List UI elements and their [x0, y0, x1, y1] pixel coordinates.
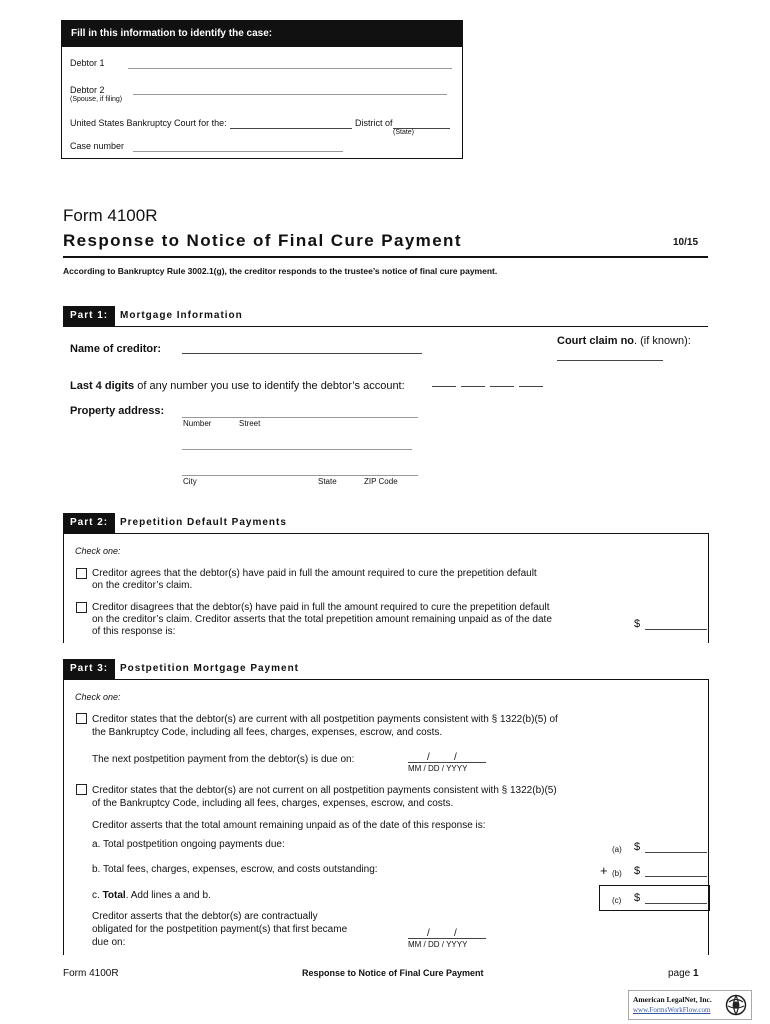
part3-option1-checkbox[interactable]	[76, 713, 87, 724]
logo-globe-icon	[725, 994, 747, 1016]
part2-check-one: Check one:	[75, 546, 121, 556]
date-slash-2: /	[454, 752, 457, 763]
footer-title: Response to Notice of Final Cure Payment	[302, 968, 484, 978]
item-c-bold: Total	[102, 890, 126, 901]
item-c-rest: . Add lines a and b.	[125, 890, 211, 901]
last4-digit-2[interactable]	[461, 386, 485, 387]
district-label: District of	[355, 118, 393, 128]
court-field[interactable]	[230, 128, 352, 129]
item-c-tag: (c)	[612, 896, 622, 905]
part2-opt2-line3: of this response is:	[92, 626, 176, 637]
debtor2-label: Debtor 2	[70, 85, 105, 95]
case-number-field[interactable]	[133, 151, 343, 152]
part3-opt1-line1: Creditor states that the debtor(s) are current with all postpetition payments consistent with § 1322(b)(5) of	[92, 714, 558, 725]
contract-line1: Creditor asserts that the debtor(s) are contractually	[92, 911, 318, 922]
footer-page-number: 1	[693, 968, 699, 979]
last4-digit-1[interactable]	[432, 386, 456, 387]
part2-box-left	[63, 533, 64, 643]
item-b-label: b. Total fees, charges, expenses, escrow, and costs outstanding:	[92, 864, 378, 875]
plus-sign: +	[600, 863, 608, 878]
contract-date-field[interactable]	[408, 938, 486, 939]
part3-opt2-line1: Creditor states that the debtor(s) are not current on all postpetition payments consistent with § 1322(b)(5)	[92, 785, 557, 796]
part1-title: Mortgage Information	[120, 310, 243, 321]
logo-url: www.FormsWorkFlow.com	[633, 1006, 711, 1014]
item-c-prefix: c.	[92, 890, 103, 901]
item-c-dollar: $	[634, 892, 641, 904]
form-title: Response to Notice of Final Cure Payment	[63, 231, 462, 250]
item-b-dollar: $	[634, 865, 641, 877]
address-city-field[interactable]	[182, 475, 418, 476]
number-sub-label: Number	[183, 419, 212, 428]
part3-box-left	[63, 679, 64, 955]
part2-option1-text	[92, 568, 537, 592]
part1-rule	[63, 326, 708, 327]
last4-digit-4[interactable]	[519, 386, 543, 387]
form-version: 10/15	[673, 237, 699, 248]
part3-opt2-line2: of the Bankruptcy Code, including all fees, charges, expenses, escrow, and costs.	[92, 798, 454, 809]
item-c-amount-field[interactable]	[645, 903, 707, 904]
debtor1-field[interactable]	[128, 68, 452, 69]
publisher-logo	[628, 990, 752, 1020]
state-sub-label-addr: State	[318, 477, 337, 486]
part3-check-one: Check one:	[75, 692, 121, 702]
creditor-name-label: Name of creditor:	[70, 343, 162, 355]
debtor2-field[interactable]	[133, 94, 447, 95]
state-sub-label: (State)	[393, 129, 415, 136]
item-b-amount-field[interactable]	[645, 876, 707, 877]
part2-opt2-line1: Creditor disagrees that the debtor(s) have paid in full the amount required to cure the prepetition default	[92, 602, 550, 613]
street-sub-label: Street	[239, 419, 261, 428]
part2-rule	[63, 533, 708, 534]
part3-option2-checkbox[interactable]	[76, 784, 87, 795]
part2-title: Prepetition Default Payments	[120, 517, 287, 528]
intro-text: According to Bankruptcy Rule 3002.1(g), the creditor responds to the trustee’s notice of final cure payment.	[63, 266, 498, 276]
address-line1-field[interactable]	[182, 417, 418, 418]
court-label: United States Bankruptcy Court for the:	[70, 118, 227, 128]
case-box-header: Fill in this information to identify the case:	[61, 20, 463, 47]
contract-line3: due on:	[92, 937, 126, 948]
part2-opt1-line2: on the creditor’s claim.	[92, 580, 193, 591]
contract-date-slash-2: /	[454, 928, 457, 939]
contract-date-format: MM / DD / YYYY	[408, 940, 468, 949]
form-number: Form 4100R	[63, 206, 158, 225]
part2-opt1-line1: Creditor agrees that the debtor(s) have paid in full the amount required to cure the prepetition default	[92, 568, 537, 579]
asserts-total-label: Creditor asserts that the total amount remaining unpaid as of the date of this response is:	[92, 820, 486, 831]
zip-sub-label: ZIP Code	[364, 477, 398, 486]
part3-title: Postpetition Mortgage Payment	[120, 663, 300, 674]
footer-page-label: page	[668, 968, 694, 979]
last4-label	[70, 380, 405, 392]
part3-option2-text	[92, 784, 557, 810]
part3-label: Part 3:	[63, 659, 115, 679]
part2-box-right	[708, 533, 709, 643]
case-number-label: Case number	[70, 141, 125, 151]
item-c-label	[92, 890, 211, 901]
logo-company-name: American LegalNet, Inc.	[633, 995, 712, 1004]
contract-line2: obligated for the postpetition payment(s) that first became	[92, 924, 348, 935]
city-sub-label: City	[183, 477, 197, 486]
item-a-dollar: $	[634, 841, 641, 853]
item-a-tag: (a)	[612, 845, 622, 854]
court-claim-label	[557, 335, 691, 347]
part3-box-right	[708, 679, 709, 955]
last4-digit-3[interactable]	[490, 386, 514, 387]
footer-page	[668, 968, 699, 979]
next-payment-date-format: MM / DD / YYYY	[408, 764, 468, 773]
claim-label-bold: Court claim no	[557, 335, 635, 347]
debtor1-label: Debtor 1	[70, 58, 105, 68]
part1-label: Part 1:	[63, 306, 115, 326]
title-rule	[63, 256, 708, 258]
item-a-label: a. Total postpetition ongoing payments due:	[92, 839, 285, 850]
last4-bold: Last 4 digits	[70, 380, 135, 392]
next-payment-label: The next postpetition payment from the debtor(s) is due on:	[92, 754, 355, 765]
part2-option2-text	[92, 602, 552, 638]
part3-rule	[63, 679, 708, 680]
date-slash-1: /	[427, 752, 430, 763]
address-line2-field[interactable]	[182, 449, 412, 450]
part2-opt2-line2: on the creditor’s claim. Creditor asserts that the total prepetition amount remaining unpaid as of the date	[92, 614, 552, 625]
part2-dollar-sign: $	[634, 618, 641, 630]
next-payment-date-field[interactable]	[408, 762, 486, 763]
part3-opt1-line2: the Bankruptcy Code, including all fees, charges, expenses, escrow, and costs.	[92, 727, 443, 738]
footer-form-number: Form 4100R	[63, 968, 119, 979]
part2-option1-checkbox[interactable]	[76, 568, 87, 579]
last4-rest: of any number you use to identify the debtor’s account:	[134, 380, 405, 392]
contract-obligation-text	[92, 910, 347, 949]
creditor-name-field[interactable]	[182, 353, 422, 354]
claim-label-suffix: . (if known):	[634, 335, 691, 347]
part3-option1-text	[92, 713, 558, 739]
contract-date-slash-1: /	[427, 928, 430, 939]
property-address-label: Property address:	[70, 405, 165, 417]
part2-amount-field[interactable]	[645, 629, 707, 630]
item-a-amount-field[interactable]	[645, 852, 707, 853]
court-claim-field[interactable]	[557, 360, 663, 361]
part2-option2-checkbox[interactable]	[76, 602, 87, 613]
part2-label: Part 2:	[63, 513, 115, 533]
debtor2-sub-label: (Spouse, if filing)	[70, 96, 123, 103]
item-b-tag: (b)	[612, 869, 622, 878]
